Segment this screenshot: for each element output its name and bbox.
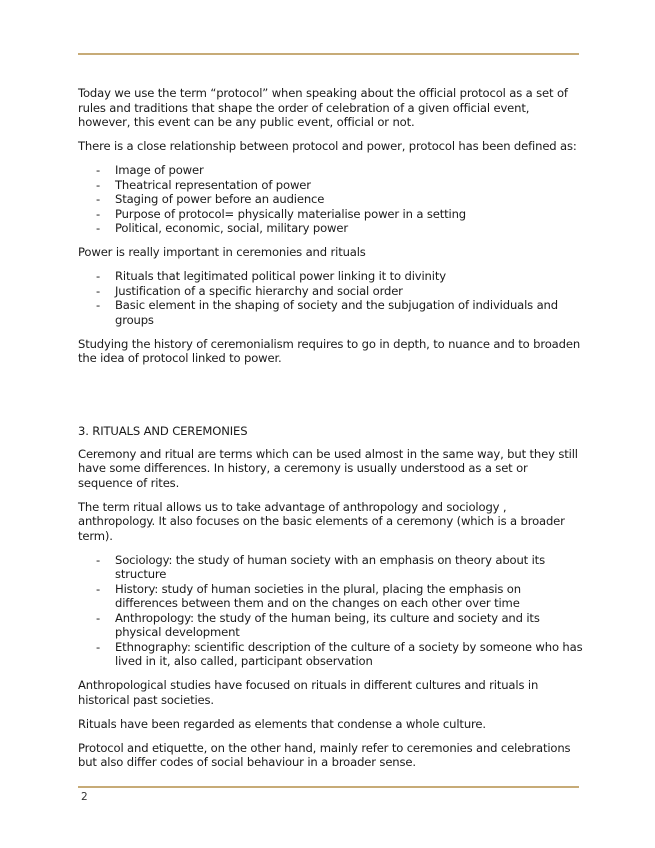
paragraph: Rituals have been regarded as elements that condense a whole culture. — [78, 716, 486, 731]
document-body — [78, 86, 584, 779]
bullet-list — [78, 269, 584, 327]
list-item: - Political, economic, social, military power — [115, 221, 584, 236]
paragraph: Today we use the term “protocol” when speaking about the official protocol as a set of rules and traditions that shape the order of celebration of a given official event, however, this event can be any public event, official or not. — [78, 86, 568, 129]
list-item: - Basic element in the shaping of society and the subjugation of individuals and groups — [115, 298, 584, 327]
header-rule — [78, 53, 579, 55]
section-heading: 3. RITUALS AND CEREMONIES — [78, 424, 248, 438]
paragraph: Anthropological studies have focused on rituals in different cultures and rituals in historical past societies. — [78, 678, 539, 707]
paragraph: Studying the history of ceremonialism requires to go in depth, to nuance and to broaden the idea of protocol linked to power. — [78, 336, 581, 365]
bullet-list — [78, 163, 584, 236]
paragraph: The term ritual allows us to take advantage of anthropology and sociology , anthropology. It also focuses on the basic elements of a ceremony (which is a broader term). — [78, 499, 565, 543]
list-item: - Sociology: the study of human society with an emphasis on theory about its structure — [115, 553, 584, 582]
list-item: - Ethnography: scientific description of the culture of a society by someone who has lived in it, also called, participant observation — [115, 640, 584, 669]
bullet-list — [78, 553, 584, 669]
paragraph: Power is really important in ceremonies and rituals — [78, 245, 366, 259]
list-item: - History: study of human societies in the plural, placing the emphasis on differences between them and on the changes on each other over time — [115, 582, 584, 611]
list-item: - Rituals that legitimated political power linking it to divinity — [115, 269, 584, 284]
section-gap — [78, 375, 584, 424]
list-item: - Staging of power before an audience — [115, 192, 584, 207]
list-item: - Justification of a specific hierarchy and social order — [115, 284, 584, 299]
list-item: - Theatrical representation of power — [115, 178, 584, 193]
list-item: - Anthropology: the study of the human being, its culture and society and its physical development — [115, 611, 584, 640]
footer-rule — [78, 786, 579, 788]
list-item: - Image of power — [115, 163, 584, 178]
paragraph: There is a close relationship between protocol and power, protocol has been defined as: — [78, 139, 577, 153]
paragraph: Ceremony and ritual are terms which can be used almost in the same way, but they still have some differences. In history, a ceremony is usually understood as a set or sequence of rites. — [78, 446, 578, 490]
paragraph: Protocol and etiquette, on the other hand, mainly refer to ceremonies and celebrations but also differ codes of social behaviour in a broader sense. — [78, 740, 571, 769]
list-item: - Purpose of protocol= physically materialise power in a setting — [115, 207, 584, 222]
page-number: 2 — [81, 791, 88, 803]
